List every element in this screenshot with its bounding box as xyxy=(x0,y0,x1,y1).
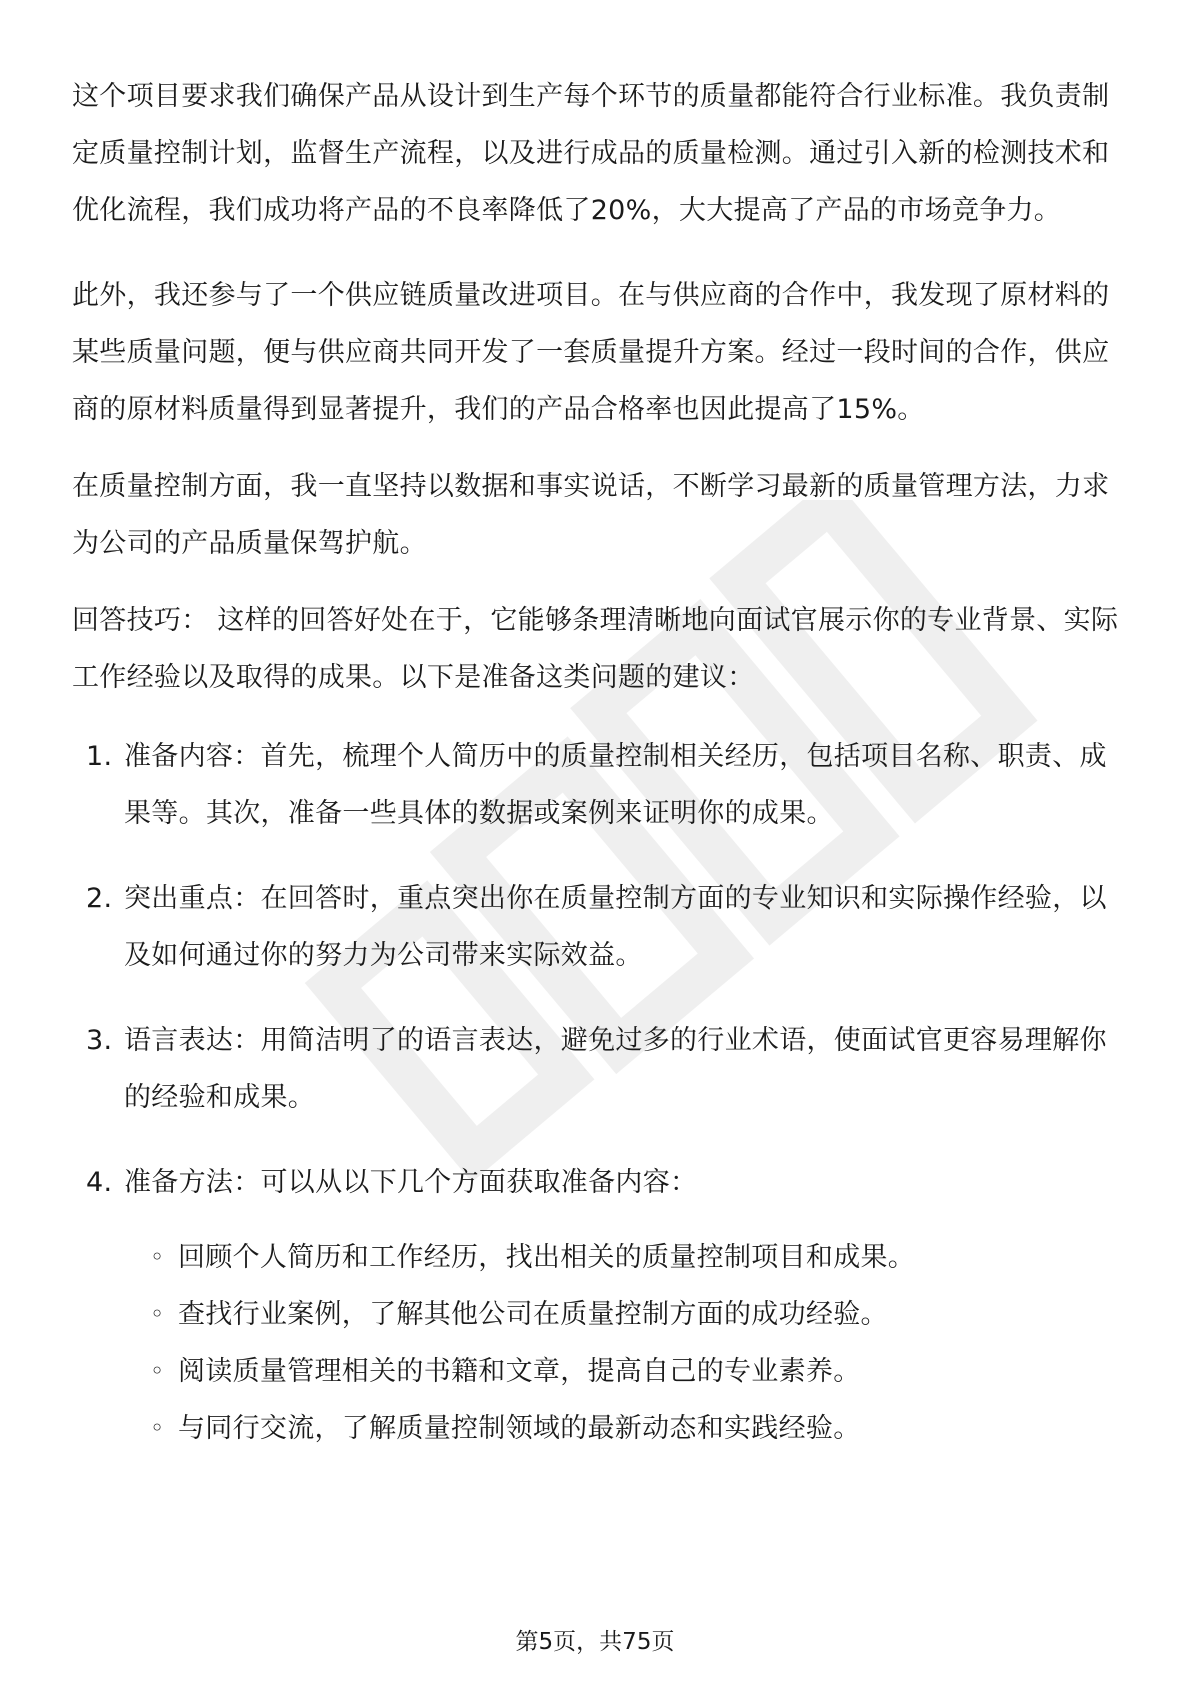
bullet-icon: ◦ xyxy=(150,1300,165,1328)
list-item-text: 准备方法：可以从以下几个方面获取准备内容： xyxy=(124,1167,698,1198)
paragraph-supply-chain: 此外，我还参与了一个供应链质量改进项目。在与供应商的合作中，我发现了原材料的某些质量问题，便与供应商共同开发了一套质量提升方案。经过一段时间的合作，供应商的原材料质量得到显著提升，我们的产品合格率也因此提高了15%。 xyxy=(72,280,1110,425)
sub-list-item xyxy=(72,1343,1068,1400)
list-item xyxy=(72,1154,1120,1457)
list-item xyxy=(72,870,1120,984)
tips-list xyxy=(72,728,1120,1457)
sub-list xyxy=(72,1229,1068,1457)
bullet-icon: ◦ xyxy=(150,1414,165,1442)
list-item-text: 突出重点：在回答时，重点突出你在质量控制方面的专业知识和实际操作经验，以及如何通过你的努力为公司带来实际效益。 xyxy=(124,883,1107,971)
paragraph-project-quality: 这个项目要求我们确保产品从设计到生产每个环节的质量都能符合行业标准。我负责制定质量控制计划，监督生产流程，以及进行成品的质量检测。通过引入新的检测技术和优化流程，我们成功将产品的不良率降低了20%，大大提高了产品的市场竞争力。 xyxy=(72,81,1110,226)
sub-list-item-text: 阅读质量管理相关的书籍和文章，提高自己的专业素养。 xyxy=(178,1356,861,1387)
document-body xyxy=(72,68,1120,1485)
page-footer: 第5页，共75页 xyxy=(515,1629,675,1655)
bullet-icon: ◦ xyxy=(150,1243,165,1271)
list-number: 4. xyxy=(86,1167,113,1198)
list-item xyxy=(72,728,1120,842)
list-number: 2. xyxy=(86,883,113,914)
list-number: 1. xyxy=(86,741,113,772)
sub-list-item-text: 与同行交流，了解质量控制领域的最新动态和实践经验。 xyxy=(178,1413,861,1444)
sub-list-item xyxy=(72,1286,1068,1343)
paragraph-quality-control: 在质量控制方面，我一直坚持以数据和事实说话，不断学习最新的质量管理方法，力求为公司的产品质量保驾护航。 xyxy=(72,471,1110,559)
sub-list-item-text: 查找行业案例，了解其他公司在质量控制方面的成功经验。 xyxy=(178,1299,888,1330)
list-item-text: 语言表达：用简洁明了的语言表达，避免过多的行业术语，使面试官更容易理解你的经验和成果。 xyxy=(124,1025,1107,1113)
sub-list-item-text: 回顾个人简历和工作经历，找出相关的质量控制项目和成果。 xyxy=(178,1242,916,1273)
list-number: 3. xyxy=(86,1025,113,1056)
sub-list-item xyxy=(72,1400,1068,1457)
list-item-text: 准备内容：首先，梳理个人简历中的质量控制相关经历，包括项目名称、职责、成果等。其次，准备一些具体的数据或案例来证明你的成果。 xyxy=(124,741,1107,829)
bullet-icon: ◦ xyxy=(150,1357,165,1385)
paragraph-answer-tips: 回答技巧： 这样的回答好处在于，它能够条理清晰地向面试官展示你的专业背景、实际工作经验以及取得的成果。以下是准备这类问题的建议： xyxy=(72,605,1119,693)
sub-list-item xyxy=(72,1229,1068,1286)
list-item xyxy=(72,1012,1120,1126)
